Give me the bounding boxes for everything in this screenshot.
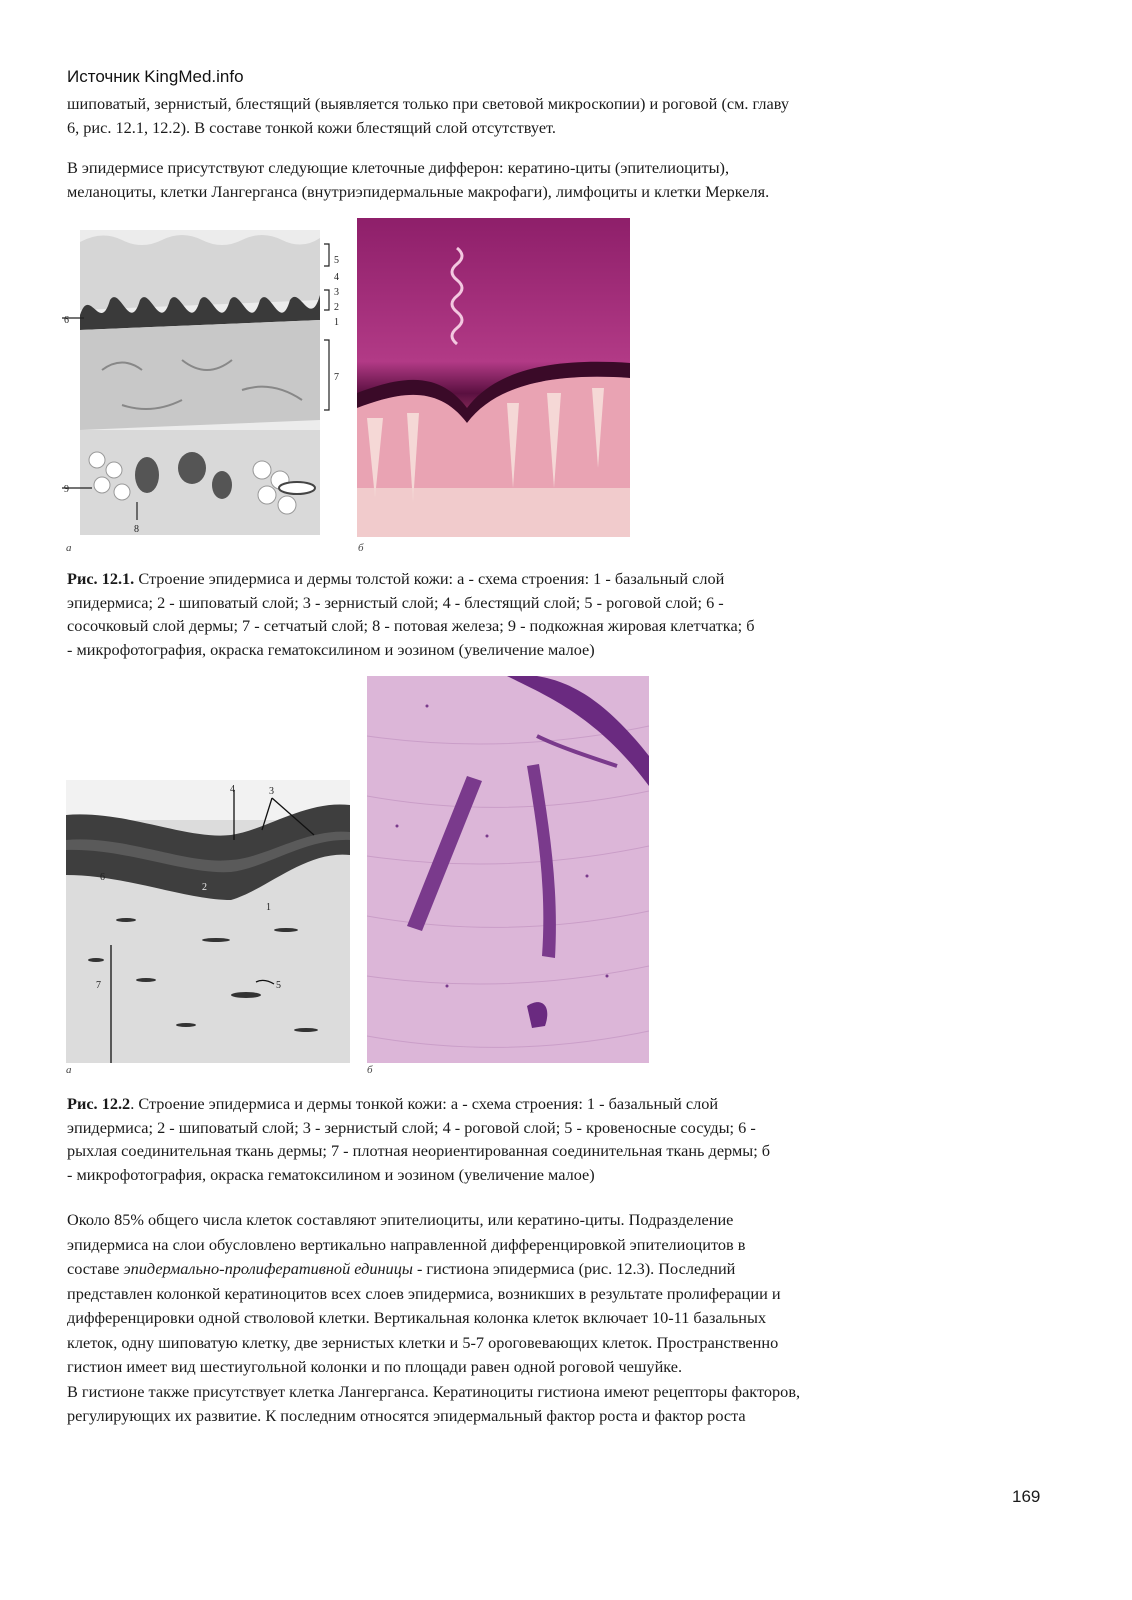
scheme-number: 7 — [334, 372, 339, 383]
scheme-number: 5 — [276, 980, 281, 991]
scheme-number: 6 — [100, 872, 105, 883]
scheme-number: 4 — [230, 784, 235, 795]
text-line: представлен колонкой кератиноцитов всех слоев эпидермиса, возникших в результате пролиферации и — [67, 1283, 781, 1303]
scheme-number: 2 — [202, 882, 207, 893]
scheme-number: 9 — [64, 484, 69, 495]
fig1-caption-title: Рис. 12.1. — [67, 569, 135, 588]
scheme-number: 3 — [334, 287, 339, 298]
text-line: В эпидермисе присутствуют следующие клеточные дифферон: кератино-циты (эпителиоциты), — [67, 158, 730, 177]
fig1-label-b: б — [358, 542, 364, 554]
text-line: эпидермиса на слои обусловлено вертикально направленной дифференцировкой эпителиоцитов в — [67, 1234, 746, 1254]
caption-line — [67, 567, 1047, 591]
scheme-number: 3 — [269, 786, 274, 797]
source-header: Источник KingMed.info — [67, 67, 244, 86]
scheme-number: 4 — [334, 272, 339, 283]
caption-line: - микрофотография, окраска гематоксилином и эозином (увеличение малое) — [67, 639, 595, 659]
text-line: клеток, одну шиповатую клетку, две зернистых клетки и 5-7 ороговевающих клеток. Пространственно — [67, 1332, 779, 1352]
scheme-number: 6 — [64, 315, 69, 326]
caption-text: Строение эпидермиса и дермы толстой кожи: а - схема строения: 1 - базальный слой — [134, 569, 725, 588]
text-line: дифференцировки одной стволовой клетки. Вертикальная колонка клеток включает 10-11 базальных — [67, 1308, 767, 1327]
text-line: Около 85% общего числа клеток составляют эпителиоциты, или кератино-циты. Подразделение — [67, 1210, 734, 1229]
intro-paragraph — [67, 92, 1047, 139]
text-line: В гистионе также присутствует клетка Лангерганса. Кератиноциты гистиона имеют рецепторы факторов, — [67, 1381, 801, 1401]
text-line: меланоциты, клетки Лангерганса (внутриэпидермальные макрофаги), лимфоциты и клетки Меркеля. — [67, 181, 770, 201]
caption-line: эпидермиса; 2 - шиповатый слой; 3 - зернистый слой; 4 - роговой слой; 5 - кровеносные сосуды; 6 - — [67, 1117, 756, 1137]
scheme-number: 8 — [134, 524, 139, 535]
text-line: гистион имеет вид шестиугольной колонки и по площади равен одной роговой чешуйке. — [67, 1357, 683, 1376]
fig2-caption-title: Рис. 12.2 — [67, 1094, 131, 1113]
text-line: шиповатый, зернистый, блестящий (выявляется только при световой микроскопии) и роговой (см. главу — [67, 94, 790, 113]
caption-line: рыхлая соединительная ткань дермы; 7 - плотная неориентированная соединительная ткань дермы; б — [67, 1141, 771, 1160]
text-fragment: - гистиона эпидермиса (рис. 12.3). Последний — [412, 1259, 736, 1278]
fig1-micrograph-image — [357, 218, 630, 537]
text-line — [67, 1257, 1047, 1282]
caption-line — [67, 1092, 1047, 1116]
scheme-number: 1 — [334, 317, 339, 328]
fig2-caption — [67, 1092, 1047, 1186]
fig1-scheme-image — [62, 230, 352, 540]
fig2-label-a: а — [66, 1064, 72, 1076]
fig2-micrograph-image — [367, 676, 649, 1063]
caption-line: эпидермиса; 2 - шиповатый слой; 3 - зернистый слой; 4 - блестящий слой; 5 - роговой слой; 6 - — [67, 592, 724, 612]
fig2-scheme-image — [66, 780, 350, 1063]
fig1-caption — [67, 567, 1047, 661]
fig1-label-a: а — [66, 542, 72, 554]
scheme-number: 1 — [266, 902, 271, 913]
scheme-number: 7 — [96, 980, 101, 991]
differons-paragraph — [67, 156, 1047, 203]
text-line: регулирующих их развитие. К последним относятся эпидермальный фактор роста и фактор роста — [67, 1406, 746, 1425]
page-number: 169 — [1012, 1487, 1041, 1506]
fig2-label-b: б — [367, 1064, 373, 1076]
caption-line: сосочковый слой дермы; 7 - сетчатый слой; 8 - потовая железа; 9 - подкожная жировая клетчатка; б — [67, 616, 755, 635]
emphasis-term: эпидермально-пролиферативной единицы — [123, 1259, 413, 1278]
caption-text: . Строение эпидермиса и дермы тонкой кожи: а - схема строения: 1 - базальный слой — [130, 1094, 719, 1113]
scheme-number: 5 — [334, 255, 339, 266]
scheme-number: 2 — [334, 302, 339, 313]
caption-line: - микрофотография, окраска гематоксилином и эозином (увеличение малое) — [67, 1164, 595, 1184]
body-paragraph — [67, 1208, 1047, 1429]
text-fragment: составе — [67, 1259, 124, 1278]
text-line: 6, рис. 12.1, 12.2). В составе тонкой кожи блестящий слой отсутствует. — [67, 117, 557, 137]
